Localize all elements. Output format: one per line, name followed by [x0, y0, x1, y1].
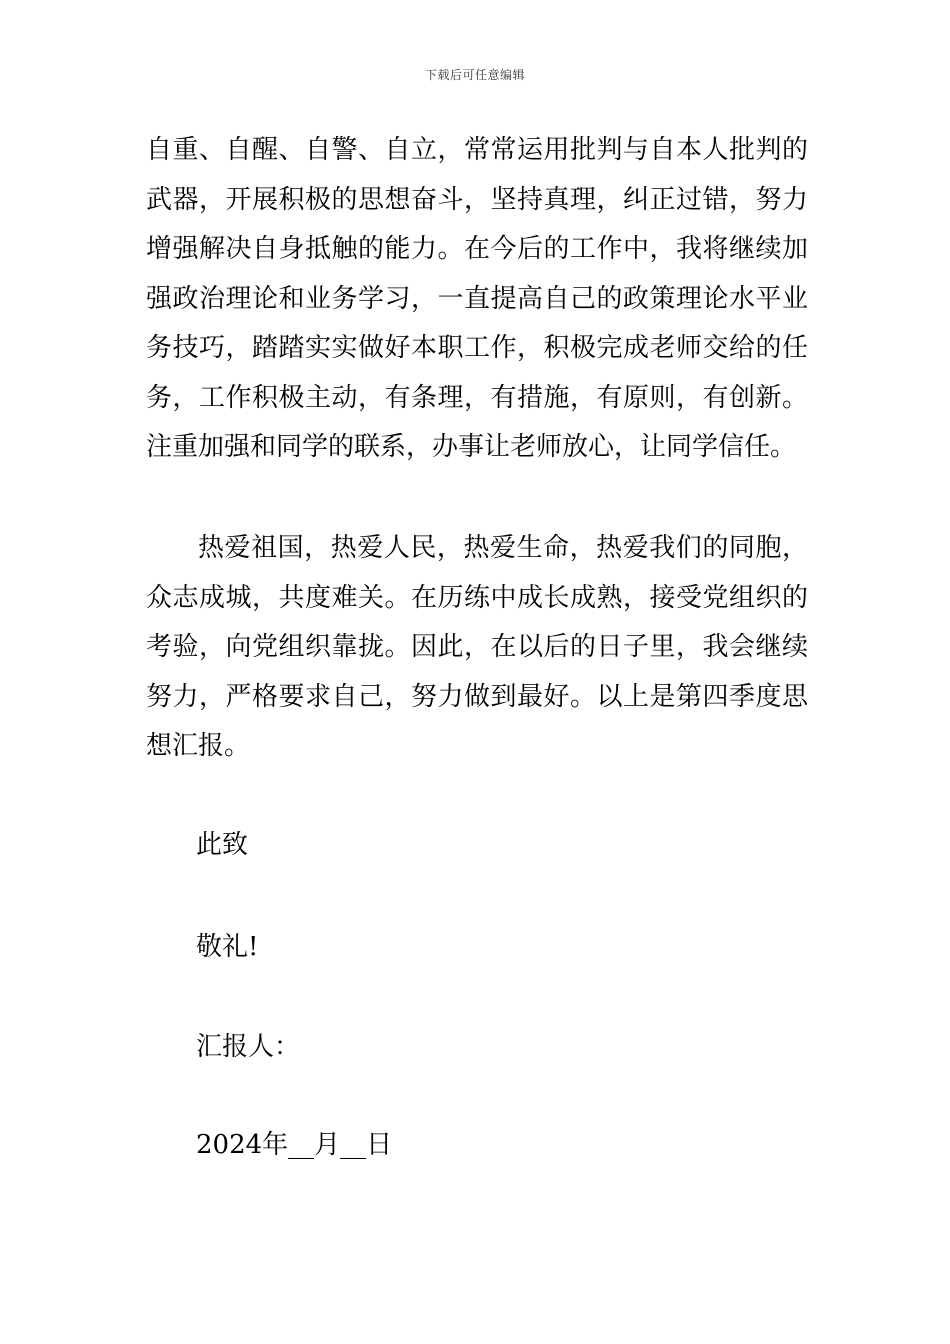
header-note: 下载后可任意编辑 — [424, 68, 525, 82]
closing-salutation: 此致 — [196, 830, 249, 860]
closing-regards: 敬礼! — [196, 932, 259, 962]
closing-date: 2024年__月__日 — [196, 1130, 393, 1160]
body-paragraph-1: 自重、自醒、自警、自立，常常运用批判与自本人批判的武器，开展积极的思想奋斗，坚持真理，纠正过错，努力增强解决自身抵触的能力。在今后的工作中，我将继续加强政治理论和业务学习，一直提高自己的政策理论水平业务技巧，踏踏实实做好本职工作，积极完成老师交给的任务，工作积极主动，有条理，有措施，有原则，有创新。注重加强和同学的联系，办事让老师放心，让同学信任。 — [146, 135, 808, 462]
body-paragraph-2: 热爱祖国，热爱人民，热爱生命，热爱我们的同胞，众志成城，共度难关。在历练中成长成熟，接受党组织的考验，向党组织靠拢。因此，在以后的日子里，我会继续努力，严格要求自己，努力做到最好。以上是第四季度思想汇报。 — [146, 533, 808, 761]
closing-reporter: 汇报人： — [196, 1032, 301, 1062]
